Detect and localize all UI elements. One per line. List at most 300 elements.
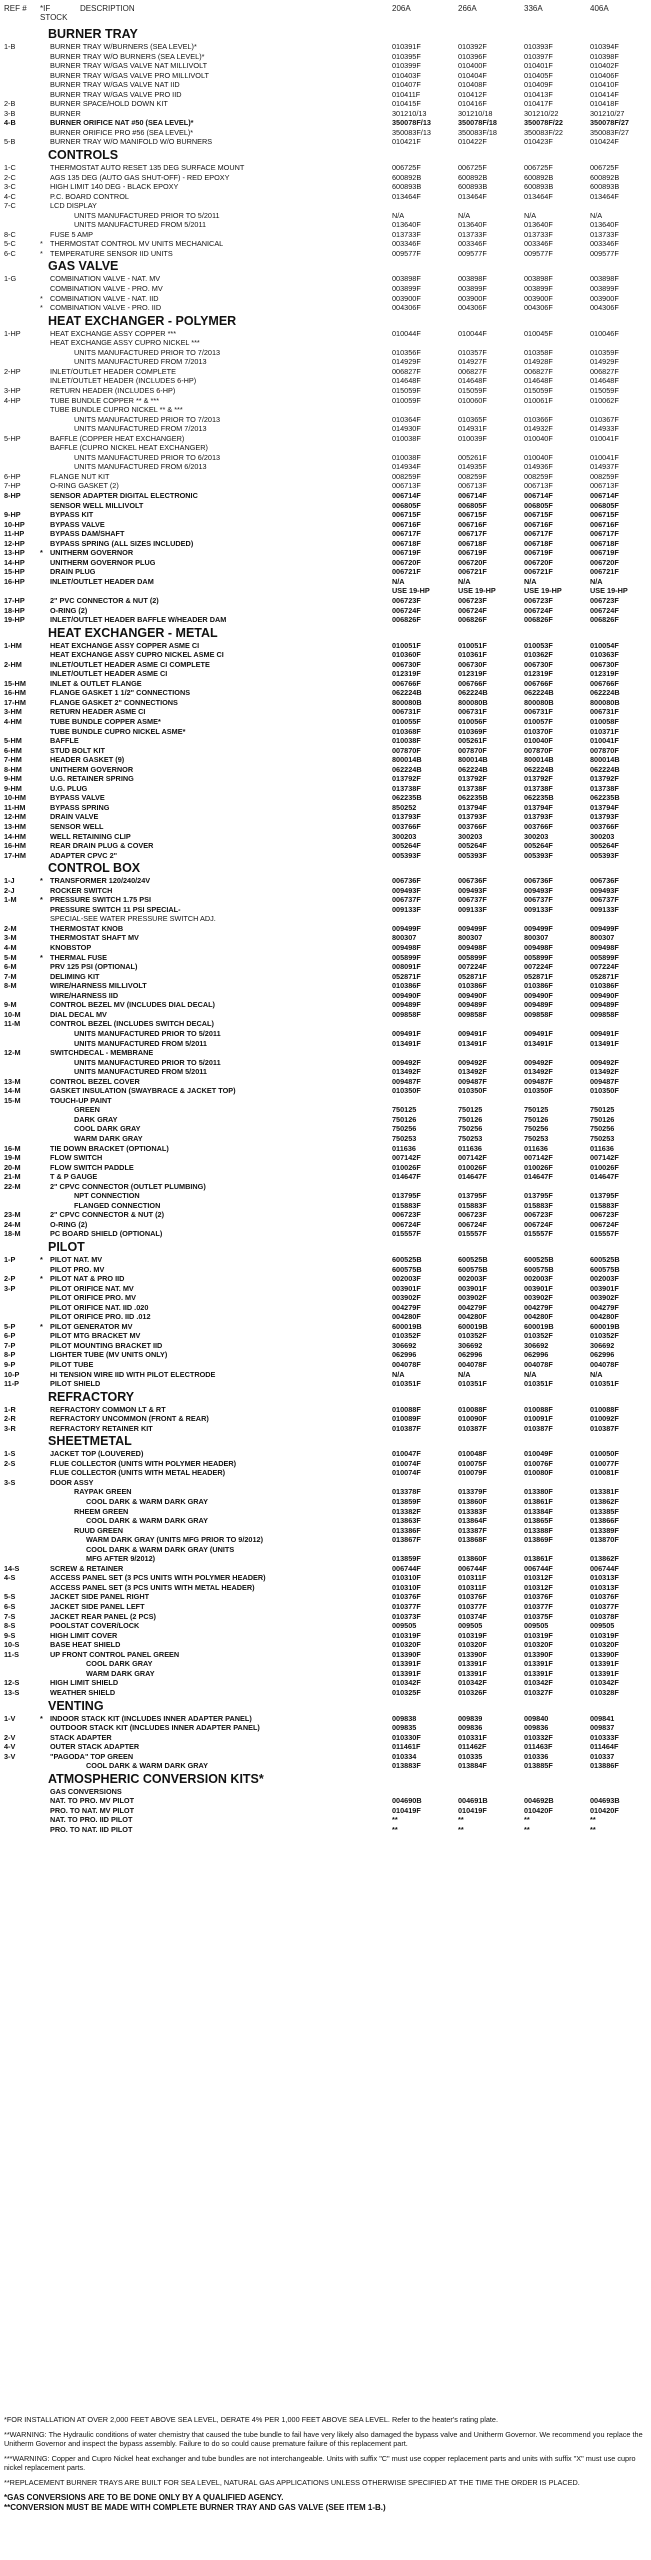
part-number: ** <box>458 1824 464 1834</box>
part-number: 062224B <box>458 764 488 774</box>
ref-number: 3-C <box>4 182 16 192</box>
part-number: 009505 <box>524 1621 549 1631</box>
part-description: LIGHTER TUBE (MV UNITS ONLY) <box>50 1350 168 1360</box>
ref-number: 8-C <box>4 229 16 239</box>
part-number: 009490F <box>590 990 619 1000</box>
part-number: 010405F <box>524 70 553 80</box>
part-number: 015059F <box>392 385 421 395</box>
part-description: COOL DARK & WARM DARK GRAY <box>86 1497 209 1507</box>
part-number: 750125 <box>524 1105 549 1115</box>
part-number: 009492F <box>392 1057 421 1067</box>
part-description: INLET/OUTLET HEADER COMPLETE <box>50 366 176 376</box>
part-number: 600525B <box>392 1254 422 1264</box>
part-number: 008259F <box>524 471 553 481</box>
part-number: 006723F <box>392 595 421 605</box>
part-number: 013390F <box>458 1649 487 1659</box>
table-row <box>0 548 651 558</box>
part-number: 009498F <box>590 943 619 953</box>
part-description: JACKET SIDE PANEL LEFT <box>50 1602 145 1612</box>
ref-number: 11-HM <box>4 802 26 812</box>
ref-number: 7-P <box>4 1340 16 1350</box>
part-description: HEAT EXCHANGE ASSY COPPER ASME CI <box>50 640 200 650</box>
part-description: STACK ADAPTER <box>50 1732 112 1742</box>
part-number: 006720F <box>392 557 421 567</box>
part-description: PILOT NAT & PRO IID <box>50 1274 125 1284</box>
table-row <box>0 1414 651 1424</box>
part-description: HIGH LIMIT COVER <box>50 1630 118 1640</box>
part-description: PRV 125 PSI (OPTIONAL) <box>50 962 138 972</box>
ref-number: 1-J <box>4 876 15 886</box>
part-number: 009493F <box>458 885 487 895</box>
part-description: TRANSFORMER 120/240/24V <box>50 876 151 886</box>
part-number: 010056F <box>458 717 487 726</box>
part-description: PILOT NAT. MV <box>50 1254 103 1264</box>
part-number: 013738F <box>392 783 421 793</box>
section-heading <box>0 1698 651 1714</box>
table-row <box>0 284 651 294</box>
part-number: 013390F <box>392 1649 421 1659</box>
table-row <box>0 434 651 444</box>
part-description: REFRACTORY RETAINER KIT <box>50 1423 153 1433</box>
table-row <box>0 1449 651 1459</box>
part-number: 010350F <box>590 1086 619 1096</box>
part-number: 010310F <box>392 1573 421 1583</box>
part-description: PRO. TO NAT. MV PILOT <box>50 1805 135 1815</box>
part-number: 014930F <box>392 424 421 434</box>
part-number: 007224F <box>590 962 619 972</box>
part-number: 014648F <box>392 376 421 386</box>
part-number: 010044F <box>458 328 487 338</box>
part-number: 350078F/18 <box>458 118 497 128</box>
ref-number: 2-P <box>4 1274 16 1284</box>
part-number: 062224B <box>590 764 620 774</box>
ref-number: 2-V <box>4 1732 16 1742</box>
ref-number: 17-HM <box>4 697 26 707</box>
part-description: UNITHERM GOVERNOR PLUG <box>50 557 156 567</box>
part-number: 007224F <box>458 962 487 972</box>
ref-number: 3-V <box>4 1751 16 1761</box>
ref-number: 5-B <box>4 137 16 147</box>
part-number: 010046F <box>590 328 619 338</box>
section-title: BURNER TRAY <box>48 27 138 41</box>
part-description: TUBE BUNDLE CUPRO NICKEL ** & *** <box>50 405 183 415</box>
part-description: "PAGODA" TOP GREEN <box>50 1751 134 1761</box>
part-number: 010374F <box>458 1611 487 1621</box>
table-row <box>0 376 651 386</box>
part-description: FLANGE GASKET 1 1/2" CONNECTIONS <box>50 688 191 698</box>
part-number: 006723F <box>590 595 619 605</box>
part-number: 010420F <box>524 1805 553 1815</box>
part-description: UP FRONT CONTROL PANEL GREEN <box>50 1649 180 1659</box>
part-number: 006720F <box>524 557 553 567</box>
part-number: 010360F <box>392 650 421 660</box>
part-number: 005899F <box>524 952 553 962</box>
table-row <box>0 1265 651 1275</box>
part-number: 006723F <box>524 595 553 605</box>
section-title: VENTING <box>48 1698 104 1713</box>
part-number: 009490F <box>458 990 487 1000</box>
part-number: 006721F <box>524 567 553 577</box>
part-description: PILOT ORIFICE NAT. IID .020 <box>50 1302 149 1312</box>
part-number: 010310F <box>392 1582 421 1592</box>
table-row <box>0 1487 651 1497</box>
part-number: 005899F <box>392 952 421 962</box>
part-number: 013870F <box>590 1535 619 1545</box>
part-number: 006744F <box>524 1563 553 1573</box>
part-number: 009499F <box>524 923 553 933</box>
section-title: HEAT EXCHANGER - POLYMER <box>48 313 237 328</box>
ref-number: 20-M <box>4 1162 21 1172</box>
part-number: 009577F <box>458 248 487 258</box>
stock-mark: * <box>40 1321 43 1331</box>
ref-number: 1-P <box>4 1254 16 1264</box>
part-number: USE 19-HP <box>392 586 430 596</box>
table-row <box>0 52 651 62</box>
part-number: 013391F <box>590 1668 619 1678</box>
part-description: SCREW & RETAINER <box>50 1563 124 1573</box>
part-description: GAS CONVERSIONS <box>50 1786 122 1796</box>
table-row <box>0 1752 651 1762</box>
part-number: 010088F <box>590 1404 619 1414</box>
part-number: 006713F <box>458 481 487 491</box>
part-number: 014931F <box>458 424 487 434</box>
part-number: 010411F <box>392 89 421 99</box>
part-description: BAFFLE (CUPRO NICKEL HEAT EXCHANGER) <box>50 443 208 453</box>
table-row <box>0 71 651 81</box>
part-number: 006719F <box>590 548 619 558</box>
part-number: 013865F <box>524 1516 553 1526</box>
part-number: 008259F <box>458 471 487 481</box>
ref-number: 7-C <box>4 201 16 211</box>
part-number: 010077F <box>590 1458 619 1468</box>
section-heading <box>0 258 651 274</box>
part-number: N/A <box>458 576 471 586</box>
table-row <box>0 1322 651 1332</box>
ref-number: 13-M <box>4 1076 21 1086</box>
part-number: 007142F <box>458 1153 487 1163</box>
part-number: 003900F <box>590 293 619 303</box>
table-row <box>0 641 651 651</box>
part-number: 052871F <box>458 971 487 981</box>
part-number: 010091F <box>524 1414 553 1424</box>
part-number: 010401F <box>524 61 553 71</box>
part-number: 006744F <box>590 1563 619 1573</box>
part-number: 750256 <box>458 1124 483 1134</box>
part-description: TEMPERATURE SENSOR IID UNITS <box>50 248 173 258</box>
part-number: 301210/13 <box>392 108 427 118</box>
part-number: 006724F <box>524 1219 553 1229</box>
part-description: FLOW SWITCH <box>50 1153 103 1163</box>
table-row <box>0 679 651 689</box>
table-row <box>0 1312 651 1322</box>
part-number: 007142F <box>524 1153 553 1163</box>
table-row <box>0 886 651 896</box>
part-number: ** <box>590 1815 596 1825</box>
part-description: O-RING (2) <box>50 605 88 615</box>
table-row <box>0 953 651 963</box>
ref-number: 15-M <box>4 1095 21 1105</box>
part-number: 010026F <box>458 1162 487 1172</box>
part-number: 010394F <box>590 42 619 51</box>
table-row <box>0 109 651 119</box>
part-number: 750253 <box>458 1133 483 1143</box>
part-number: 750126 <box>524 1114 549 1124</box>
part-description: UNITS MANUFACTURED PRIOR TO 5/2011 <box>74 210 220 220</box>
part-number: 010326F <box>458 1687 487 1697</box>
table-row <box>0 933 651 943</box>
table-row <box>0 367 651 377</box>
part-number: 062235B <box>458 793 488 803</box>
table-row <box>0 1545 651 1555</box>
ref-number: 10-M <box>4 1009 21 1019</box>
table-row <box>0 1631 651 1641</box>
part-number: 004280F <box>524 1312 553 1322</box>
table-row <box>0 1115 651 1125</box>
part-number: 009489F <box>524 1000 553 1010</box>
part-number: 006725F <box>392 163 421 173</box>
part-number: 010041F <box>590 736 619 746</box>
part-number: 010419F <box>458 1805 487 1815</box>
table-row <box>0 660 651 670</box>
ref-number: 2-S <box>4 1458 16 1468</box>
part-description: COMBINATION VALVE - NAT. MV <box>50 274 161 284</box>
part-number: 010410F <box>590 80 619 90</box>
stock-mark: * <box>40 303 43 313</box>
part-number: 003766F <box>392 822 421 832</box>
part-number: 010053F <box>524 640 553 650</box>
part-number: 010319F <box>524 1630 553 1640</box>
ref-number: 2-C <box>4 172 16 182</box>
part-number: USE 19-HP <box>524 586 562 596</box>
table-row <box>0 1058 651 1068</box>
table-row <box>0 1163 651 1173</box>
part-number: 010396F <box>458 51 487 61</box>
table-row <box>0 118 651 128</box>
part-number: 006736F <box>524 876 553 886</box>
part-description: HEADER GASKET (9) <box>50 755 125 765</box>
part-number: 013795F <box>392 1191 421 1201</box>
part-number: 013862F <box>590 1497 619 1507</box>
part-number: 010375F <box>524 1611 553 1621</box>
table-row <box>0 707 651 717</box>
table-row <box>0 338 651 348</box>
part-number: 013385F <box>590 1506 619 1516</box>
part-description: RUUD GREEN <box>74 1525 124 1535</box>
part-number: 010370F <box>524 726 553 736</box>
part-number: 014648F <box>524 376 553 386</box>
ref-number: 12-M <box>4 1048 21 1058</box>
part-number: 004279F <box>590 1302 619 1312</box>
part-number: 800307 <box>590 933 615 943</box>
part-number: 006730F <box>458 659 487 669</box>
part-number: 800307 <box>524 933 549 943</box>
part-number: 014929F <box>392 357 421 367</box>
part-number: 013491F <box>392 1038 421 1048</box>
part-number: 800014B <box>590 755 620 765</box>
ref-number: 6-C <box>4 248 16 258</box>
part-number: 003898F <box>392 274 421 284</box>
table-row <box>0 510 651 520</box>
part-number: 009491F <box>392 1028 421 1038</box>
part-number: 013869F <box>524 1535 553 1545</box>
table-row <box>0 1379 651 1389</box>
part-number: 306692 <box>458 1340 483 1350</box>
part-number: 013868F <box>458 1535 487 1545</box>
part-number: 600893B <box>392 182 422 192</box>
part-number: 062996 <box>458 1350 483 1360</box>
ref-number: 2-B <box>4 99 16 109</box>
table-row <box>0 914 651 924</box>
part-number: 010040F <box>524 452 553 462</box>
part-description: COMBINATION VALVE - NAT. IID <box>50 293 159 303</box>
ref-number: 6-S <box>4 1602 16 1612</box>
part-description: ADAPTER CPVC 2" <box>50 850 118 860</box>
part-number: 014933F <box>590 424 619 434</box>
ref-number: 15-HP <box>4 567 25 577</box>
part-description: 2" PVC CONNECTOR & NUT (2) <box>50 595 159 605</box>
part-number: 015557F <box>524 1229 553 1239</box>
part-number: 006731F <box>458 707 487 717</box>
part-number: 006730F <box>590 659 619 669</box>
ref-number: 9-M <box>4 1000 17 1010</box>
table-row <box>0 443 651 453</box>
part-number: 015883F <box>458 1200 487 1210</box>
part-number: 003766F <box>524 822 553 832</box>
table-row <box>0 1640 651 1650</box>
part-description: UNITS MANUFACTURED PRIOR TO 5/2011 <box>74 1028 221 1038</box>
part-number: 010352F <box>392 1331 421 1341</box>
part-number: 010392F <box>458 42 487 51</box>
part-number: 013792F <box>458 774 487 784</box>
part-number: 009505 <box>458 1621 483 1631</box>
table-row <box>0 294 651 304</box>
header-266a: 266A <box>458 4 477 13</box>
part-description: REAR DRAIN PLUG & COVER <box>50 841 154 851</box>
part-number: 010060F <box>458 395 487 405</box>
part-number: 010337 <box>590 1751 615 1761</box>
section-heading <box>0 1771 651 1787</box>
part-number: 010058F <box>590 717 619 726</box>
ref-number: 8-HP <box>4 490 21 500</box>
table-row <box>0 386 651 396</box>
table-row <box>0 688 651 698</box>
ref-number: 19-M <box>4 1153 21 1163</box>
part-number: 013793F <box>458 812 487 822</box>
part-description: COOL DARK & WARM DARK GRAY <box>86 1516 209 1526</box>
part-description: DRAIN PLUG <box>50 567 96 577</box>
part-number: 006721F <box>392 567 421 577</box>
part-number: 010057F <box>524 717 553 726</box>
table-row <box>0 201 651 211</box>
part-description: TUBE BUNDLE COPPER ASME* <box>50 717 161 726</box>
table-row <box>0 774 651 784</box>
part-number: 010327F <box>524 1687 553 1697</box>
part-number: 750126 <box>590 1114 615 1124</box>
part-number: 005264F <box>590 841 619 851</box>
part-number: 006723F <box>458 1210 487 1220</box>
part-number: ** <box>524 1824 530 1834</box>
part-number: 013794F <box>524 802 553 812</box>
part-number: 004279F <box>458 1302 487 1312</box>
table-row <box>0 501 651 511</box>
part-number: 750256 <box>590 1124 615 1134</box>
part-number: 004693B <box>590 1796 620 1806</box>
part-description: BURNER TRAY W/O BURNERS (SEA LEVEL)* <box>50 51 205 61</box>
part-number: 006719F <box>524 548 553 558</box>
ref-number: 7-M <box>4 971 17 981</box>
part-number: 010074F <box>392 1468 421 1478</box>
ref-number: 13-S <box>4 1687 20 1697</box>
part-number: 013863F <box>392 1516 421 1526</box>
part-number: 002003F <box>458 1274 487 1284</box>
part-description: BAFFLE (COPPER HEAT EXCHANGER) <box>50 433 185 443</box>
table-row <box>0 727 651 737</box>
table-row <box>0 1612 651 1622</box>
part-number: 009490F <box>392 990 421 1000</box>
table-row <box>0 329 651 339</box>
table-row <box>0 1134 651 1144</box>
table-row <box>0 1733 651 1743</box>
part-description: TIE DOWN BRACKET (OPTIONAL) <box>50 1143 169 1153</box>
ref-number: 1-C <box>4 163 16 173</box>
part-number: 800080B <box>590 697 620 707</box>
part-number: 003902F <box>392 1293 421 1303</box>
part-description: WIRE/HARNESS MILLIVOLT <box>50 981 147 991</box>
footer-note: *GAS CONVERSIONS ARE TO BE DONE ONLY BY A QUALIFIED AGENCY. <box>4 2492 284 2502</box>
part-number: 010088F <box>392 1404 421 1414</box>
part-number: 003898F <box>524 274 553 284</box>
table-row <box>0 784 651 794</box>
part-number: 003900F <box>392 293 421 303</box>
part-number: 010319F <box>392 1630 421 1640</box>
part-description: HEAT EXCHANGE ASSY COPPER *** <box>50 328 177 338</box>
part-number: 005393F <box>524 850 553 860</box>
table-row <box>0 1360 651 1370</box>
stock-mark: * <box>40 1254 43 1264</box>
ref-number: 22-M <box>4 1181 21 1191</box>
part-number: 009836 <box>524 1723 549 1733</box>
table-row <box>0 1526 651 1536</box>
part-number: 010059F <box>392 395 421 405</box>
part-number: 013387F <box>458 1525 487 1535</box>
ref-number: 11-M <box>4 1019 21 1029</box>
part-number: 010373F <box>392 1611 421 1621</box>
part-number: 005261F <box>458 452 487 462</box>
part-number: 010386F <box>590 981 619 991</box>
table-row <box>0 1303 651 1313</box>
part-number: 010424F <box>590 137 619 147</box>
part-number: 006730F <box>392 659 421 669</box>
part-number: 013382F <box>392 1506 421 1516</box>
part-number: 005264F <box>458 841 487 851</box>
part-number: 015059F <box>524 385 553 395</box>
ref-number: 1-G <box>4 274 17 284</box>
part-number: ** <box>524 1815 530 1825</box>
part-number: 003346F <box>392 239 421 249</box>
part-number: 002003F <box>524 1274 553 1284</box>
table-row <box>0 415 651 425</box>
part-number: 006737F <box>392 895 421 905</box>
ref-number: 23-M <box>4 1210 21 1220</box>
part-number: 011463F <box>524 1742 553 1752</box>
part-number: 010409F <box>524 80 553 90</box>
part-number: 004306F <box>524 303 553 313</box>
part-number: 010404F <box>458 70 487 80</box>
part-number: 013883F <box>392 1761 421 1771</box>
part-number: 600575B <box>590 1264 620 1274</box>
part-description: BURNER TRAY W/O MANIFOLD W/O BURNERS <box>50 137 213 147</box>
part-description: U.G. RETAINER SPRING <box>50 774 134 784</box>
